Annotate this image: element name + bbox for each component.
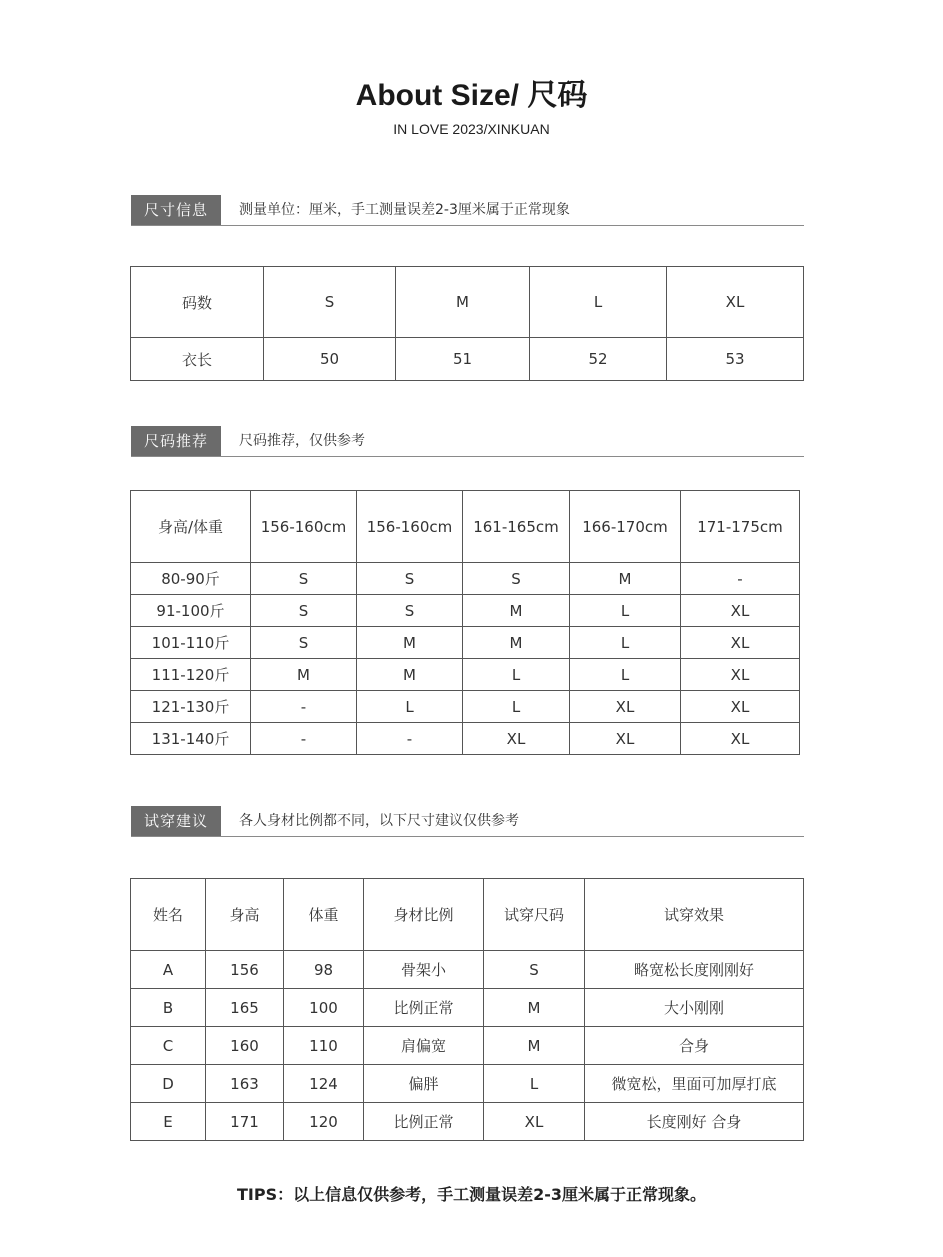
table-row (131, 595, 800, 627)
table-cell: L (570, 595, 681, 627)
table-cell: M (357, 659, 463, 691)
table-cell: XL (681, 595, 800, 627)
section-header-size-recommend (131, 426, 804, 457)
table-row (131, 723, 800, 755)
table-row (131, 989, 804, 1027)
table-cell: 160 (206, 1027, 284, 1065)
table-row (131, 691, 800, 723)
table-header-cell: 身高/体重 (131, 491, 251, 563)
table-cell: 微宽松，里面可加厚打底 (585, 1065, 804, 1103)
table-cell: 比例正常 (364, 1103, 484, 1141)
table-header-cell: 161-165cm (463, 491, 570, 563)
try-on-table (130, 878, 804, 1141)
table-cell: M (463, 627, 570, 659)
table-header-cell: XL (667, 267, 804, 338)
table-cell: 偏胖 (364, 1065, 484, 1103)
table-cell: M (570, 563, 681, 595)
table-cell: E (131, 1103, 206, 1141)
table-cell: 121-130斤 (131, 691, 251, 723)
section-note-size-info: 测量单位：厘米，手工测量误差2-3厘米属于正常现象 (239, 202, 570, 218)
table-cell: 53 (667, 338, 804, 381)
table-cell: 肩偏宽 (364, 1027, 484, 1065)
table-header-cell: 身高 (206, 879, 284, 951)
table-cell: XL (570, 691, 681, 723)
table-cell: 长度刚好 合身 (585, 1103, 804, 1141)
table-cell: XL (681, 691, 800, 723)
table-header-cell: L (530, 267, 667, 338)
table-header-cell: 姓名 (131, 879, 206, 951)
table-cell: M (463, 595, 570, 627)
table-cell: L (357, 691, 463, 723)
table-cell: M (251, 659, 357, 691)
table-cell: 110 (284, 1027, 364, 1065)
table-cell: 111-120斤 (131, 659, 251, 691)
table-cell: 50 (264, 338, 396, 381)
table-header-cell: 156-160cm (251, 491, 357, 563)
table-header-row (131, 879, 804, 951)
table-header-cell: 码数 (131, 267, 264, 338)
table-cell: D (131, 1065, 206, 1103)
table-cell: 156 (206, 951, 284, 989)
table-header-cell: 身材比例 (364, 879, 484, 951)
table-cell: 80-90斤 (131, 563, 251, 595)
section-tag-size-info: 尺寸信息 (131, 195, 221, 225)
table-header-cell: S (264, 267, 396, 338)
size-recommend-table (130, 490, 800, 755)
table-header-cell: 171-175cm (681, 491, 800, 563)
table-cell: S (251, 595, 357, 627)
table-row (131, 1103, 804, 1141)
table-cell: - (681, 563, 800, 595)
table-row (131, 627, 800, 659)
table-cell: M (484, 1027, 585, 1065)
table-cell: 171 (206, 1103, 284, 1141)
table-cell: 52 (530, 338, 667, 381)
table-cell: XL (463, 723, 570, 755)
table-header-cell: 156-160cm (357, 491, 463, 563)
table-cell: S (463, 563, 570, 595)
table-row (131, 1027, 804, 1065)
table-cell: L (463, 691, 570, 723)
section-note-size-recommend: 尺码推荐，仅供参考 (239, 433, 365, 449)
table-cell: XL (681, 723, 800, 755)
table-header-cell: M (396, 267, 530, 338)
table-cell: S (251, 563, 357, 595)
table-cell: - (357, 723, 463, 755)
table-cell: 100 (284, 989, 364, 1027)
table-cell: - (251, 691, 357, 723)
table-cell: 163 (206, 1065, 284, 1103)
table-cell: S (357, 595, 463, 627)
section-note-try-on: 各人身材比例都不同，以下尺寸建议仅供参考 (239, 813, 519, 829)
table-cell: 比例正常 (364, 989, 484, 1027)
table-cell: 衣长 (131, 338, 264, 381)
section-header-try-on (131, 806, 804, 837)
page-title: About Size/ 尺码 (355, 79, 588, 112)
table-cell: S (484, 951, 585, 989)
table-header-row (131, 267, 804, 338)
table-cell: - (251, 723, 357, 755)
table-cell: C (131, 1027, 206, 1065)
table-cell: L (570, 659, 681, 691)
table-cell: 165 (206, 989, 284, 1027)
table-header-cell: 试穿尺码 (484, 879, 585, 951)
table-cell: 131-140斤 (131, 723, 251, 755)
table-row (131, 951, 804, 989)
table-cell: L (484, 1065, 585, 1103)
table-row (131, 563, 800, 595)
section-header-size-info (131, 195, 804, 226)
table-cell: 98 (284, 951, 364, 989)
tips-note: TIPS：以上信息仅供参考，手工测量误差2-3厘米属于正常现象。 (236, 1185, 707, 1204)
table-cell: 骨架小 (364, 951, 484, 989)
table-cell: XL (570, 723, 681, 755)
table-cell: XL (484, 1103, 585, 1141)
size-info-table (130, 266, 804, 381)
table-cell: L (463, 659, 570, 691)
table-cell: 101-110斤 (131, 627, 251, 659)
table-cell: 略宽松长度刚刚好 (585, 951, 804, 989)
table-header-row (131, 491, 800, 563)
table-cell: 124 (284, 1065, 364, 1103)
page-subtitle: IN LOVE 2023/XINKUAN (393, 121, 550, 137)
table-cell: S (357, 563, 463, 595)
table-cell: 51 (396, 338, 530, 381)
table-header-cell: 体重 (284, 879, 364, 951)
table-cell: L (570, 627, 681, 659)
section-tag-size-recommend: 尺码推荐 (131, 426, 221, 456)
table-row (131, 1065, 804, 1103)
table-cell: 合身 (585, 1027, 804, 1065)
table-cell: M (484, 989, 585, 1027)
table-cell: A (131, 951, 206, 989)
table-cell: XL (681, 627, 800, 659)
table-cell: S (251, 627, 357, 659)
table-cell: 120 (284, 1103, 364, 1141)
table-cell: 大小刚刚 (585, 989, 804, 1027)
table-cell: XL (681, 659, 800, 691)
table-cell: M (357, 627, 463, 659)
table-header-cell: 试穿效果 (585, 879, 804, 951)
table-header-cell: 166-170cm (570, 491, 681, 563)
section-tag-try-on: 试穿建议 (131, 806, 221, 836)
table-cell: 91-100斤 (131, 595, 251, 627)
table-row (131, 659, 800, 691)
table-row (131, 338, 804, 381)
table-cell: B (131, 989, 206, 1027)
